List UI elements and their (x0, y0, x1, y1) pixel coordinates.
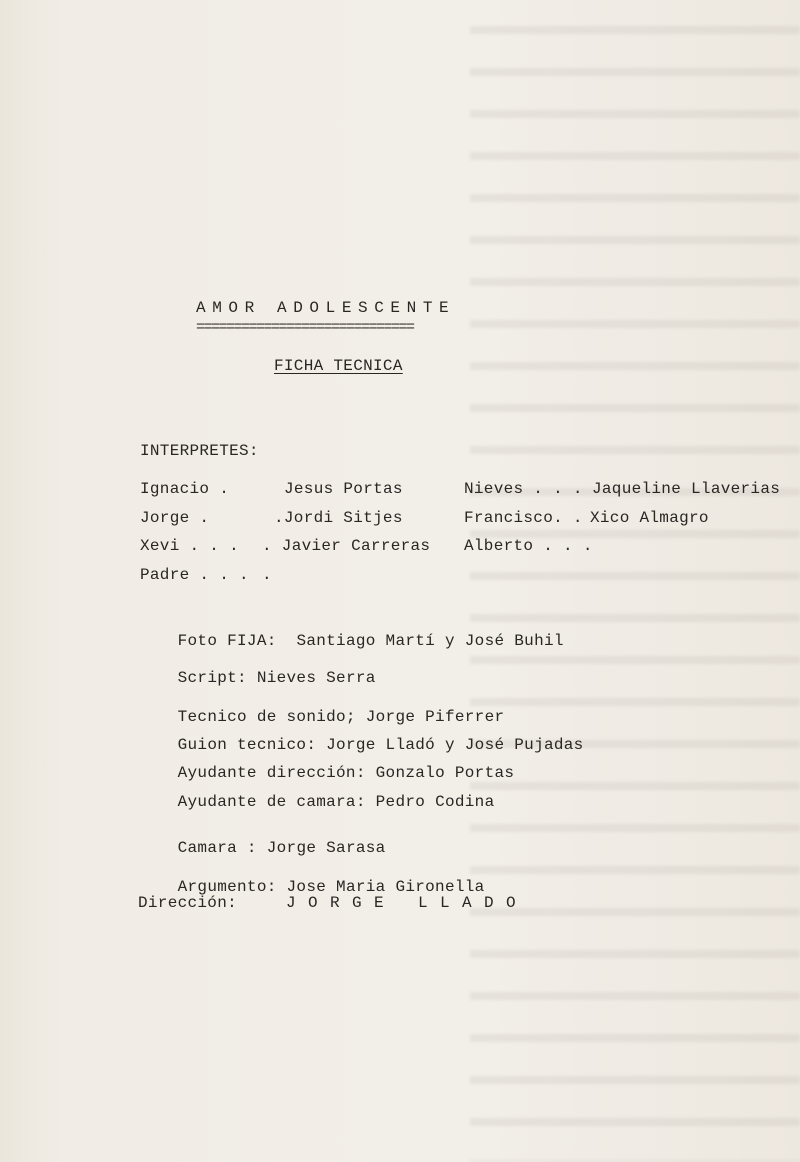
cast-actor: Jaqueline Llaverias (592, 480, 781, 498)
cast-character: Nieves . . . (464, 480, 583, 498)
cast-character: Xevi . . . (140, 537, 240, 555)
credit-label: Tecnico de sonido; (177, 708, 356, 726)
document-subtitle: FICHA TECNICA (274, 357, 403, 375)
credit-value: Jorge Lladó y José Pujadas (326, 736, 584, 754)
cast-actor: .Jordi Sitjes (274, 509, 403, 527)
reverse-side-bleed-through (470, 0, 800, 1162)
credit-value: Gonzalo Portas (375, 764, 515, 782)
credit-value: Jorge Piferrer (365, 708, 505, 726)
credit-label: Script: (177, 669, 247, 687)
document-title: AMOR ADOLESCENTE (196, 299, 456, 317)
credit-label: Guion tecnico: (177, 736, 317, 754)
cast-character: Jorge . (140, 509, 210, 527)
credit-label: Ayudante dirección: (177, 764, 366, 782)
credit-value: Pedro Codina (375, 793, 495, 811)
direction-value: JORGE LLADO (286, 894, 529, 912)
cast-character: Alberto . . . (464, 537, 593, 555)
cast-actor: . Javier Carreras (262, 537, 431, 555)
credit-label: Foto FIJA: (177, 632, 277, 650)
cast-actor: Xico Almagro (590, 509, 709, 527)
cast-character: Padre . . . (140, 566, 249, 584)
credit-value: Santiago Martí y José Buhil (296, 632, 564, 650)
direction-label: Dirección: (138, 894, 238, 912)
title-underline-rule: ============================= (196, 319, 414, 336)
credit-value: Nieves Serra (256, 669, 376, 687)
cast-character: Francisco. . (464, 509, 583, 527)
cast-actor: . (262, 566, 272, 584)
credit-value: Jorge Sarasa (266, 839, 386, 857)
interpretes-heading: INTERPRETES: (140, 442, 259, 460)
credit-label: Camara : (177, 839, 257, 857)
credit-label: Argumento: (177, 878, 277, 896)
cast-actor: Jesus Portas (284, 480, 403, 498)
credit-label: Ayudante de camara: (177, 793, 366, 811)
cast-character: Ignacio . (140, 480, 230, 498)
credit-value: Jose Maria Gironella (286, 878, 485, 896)
